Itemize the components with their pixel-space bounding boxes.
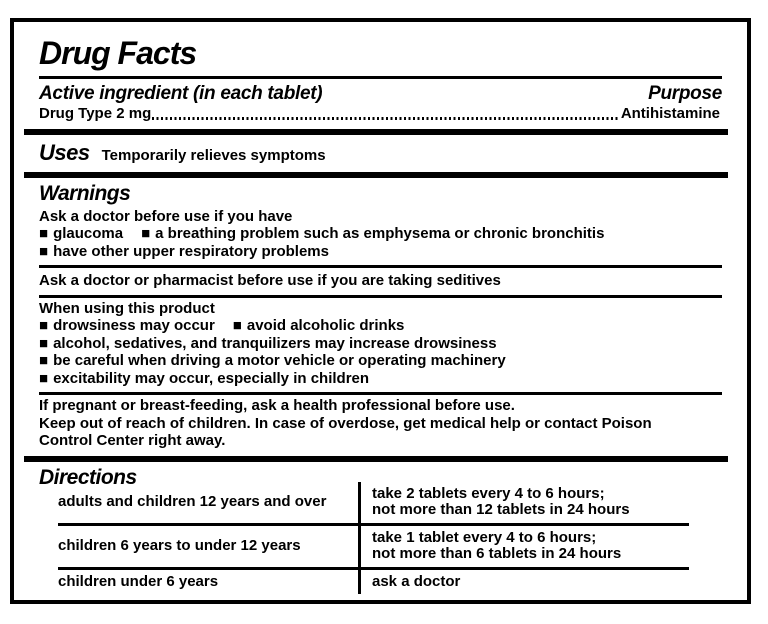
ingredient-row <box>39 105 720 123</box>
directions-heading: Directions <box>39 465 137 489</box>
when-using-bullet-row <box>39 317 722 335</box>
warnings-heading: Warnings <box>39 181 131 205</box>
dose-line: not more than 12 tablets in 24 hours <box>372 501 630 518</box>
warning-divider-rule <box>39 392 722 395</box>
pharmacist-warning: Ask a doctor or pharmacist before use if you are taking seditives <box>39 272 501 289</box>
when-using-intro: When using this product <box>39 299 215 317</box>
warning-bullet-text: be careful when driving a motor vehicle or operating machinery <box>53 352 506 369</box>
warning-bullet <box>39 370 369 388</box>
pregnancy-warning: If pregnant or breast-feeding, ask a health professional before use. <box>39 397 515 414</box>
warning-divider-rule <box>39 295 722 298</box>
warning-bullet <box>39 317 215 335</box>
warning-bullet-text: a breathing problem such as emphysema or chronic bronchitis <box>155 225 605 242</box>
warning-divider-rule <box>39 265 722 268</box>
directions-table <box>58 482 689 595</box>
warning-bullet-text: avoid alcoholic drinks <box>246 317 405 334</box>
uses-section <box>39 140 722 166</box>
purpose-heading: Purpose <box>648 83 722 104</box>
square-bullet-icon: ■ <box>39 225 49 242</box>
warning-bullet <box>233 317 405 335</box>
age-group-cell: children 6 years to under 12 years <box>58 526 361 567</box>
ask-doctor-bullet-row <box>39 225 722 243</box>
age-group-cell: adults and children 12 years and over <box>58 482 361 523</box>
active-ingredient-header-row <box>39 83 722 105</box>
age-group-cell: children under 6 years <box>58 570 361 595</box>
square-bullet-icon: ■ <box>232 317 242 334</box>
uses-text: Temporarily relieves symptoms <box>101 146 326 164</box>
ask-doctor-bullet-row <box>39 243 722 261</box>
when-using-bullet-row <box>39 370 722 388</box>
active-ingredient-heading: Active ingredient (in each tablet) <box>39 83 323 104</box>
square-bullet-icon: ■ <box>39 369 49 387</box>
dose-line: ask a doctor <box>372 572 461 590</box>
section-bar <box>24 129 728 135</box>
dot-leader <box>152 117 620 120</box>
keep-out-warning-line1: Keep out of reach of children. In case of overdose, get medical help or contact Poison <box>39 414 652 432</box>
uses-heading: Uses <box>39 139 90 165</box>
title-rule <box>39 76 722 79</box>
square-bullet-icon: ■ <box>39 242 49 260</box>
when-using-bullet-row <box>39 335 722 353</box>
warning-bullet <box>39 225 123 243</box>
page-title: Drug Facts <box>39 35 197 71</box>
drug-facts-label <box>10 18 751 604</box>
warning-bullet-text: have other upper respiratory problems <box>53 242 329 260</box>
square-bullet-icon: ■ <box>39 317 49 334</box>
dose-cell <box>361 526 689 567</box>
warning-bullet <box>39 335 497 353</box>
warning-bullet-text: alcohol, sedatives, and tranquilizers may increase drowsiness <box>53 334 497 352</box>
table-row <box>58 526 689 570</box>
warning-bullet-text: drowsiness may occur <box>53 317 215 334</box>
section-bar <box>24 456 728 462</box>
warning-bullet-text: excitability may occur, especially in children <box>53 369 370 387</box>
dose-line: take 1 tablet every 4 to 6 hours; <box>372 528 597 546</box>
warning-bullet <box>39 243 329 261</box>
warning-bullet <box>39 352 506 370</box>
square-bullet-icon: ■ <box>141 225 151 242</box>
dose-cell <box>361 482 689 523</box>
ask-doctor-intro: Ask a doctor before use if you have <box>39 207 293 225</box>
warning-bullet <box>141 225 604 243</box>
keep-out-warning-line2: Control Center right away. <box>39 432 226 449</box>
square-bullet-icon: ■ <box>39 352 49 369</box>
section-bar <box>24 172 728 178</box>
dose-cell <box>361 570 689 595</box>
dose-line: take 2 tablets every 4 to 6 hours; <box>372 484 605 502</box>
ingredient-purpose: Antihistamine <box>620 105 720 122</box>
dose-line: not more than 6 tablets in 24 hours <box>372 545 622 562</box>
table-row <box>58 570 689 595</box>
warning-bullet-text: glaucoma <box>53 225 124 242</box>
ingredient-name: Drug Type 2 mg <box>39 105 152 122</box>
table-row <box>58 482 689 526</box>
square-bullet-icon: ■ <box>39 334 49 352</box>
when-using-bullet-row <box>39 352 722 370</box>
